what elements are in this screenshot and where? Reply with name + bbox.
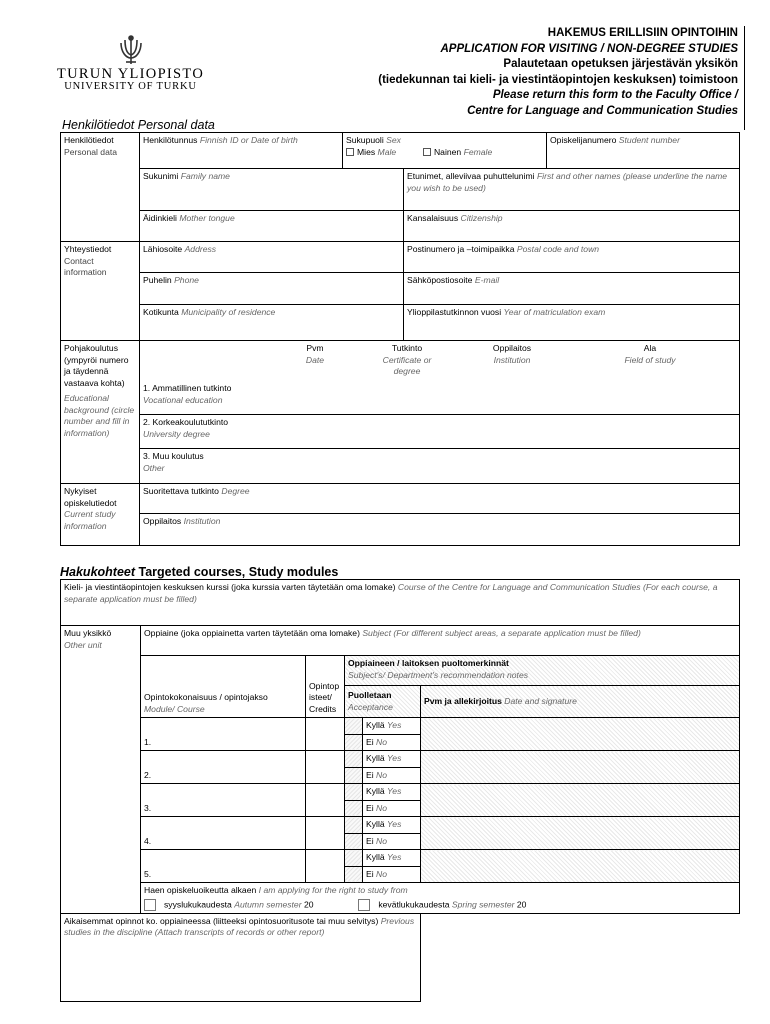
yes-checkbox-1[interactable] bbox=[345, 718, 363, 735]
header-divider bbox=[744, 26, 745, 130]
no-label-5: Ei No bbox=[363, 866, 421, 883]
yes-label-5: Kyllä Yes bbox=[363, 850, 421, 867]
first-names-field[interactable]: Etunimet, alleviivaa puhuttelunimi First and other names (please underline the name you wish to be used) bbox=[404, 169, 740, 211]
yes-label-2: Kyllä Yes bbox=[363, 751, 421, 768]
address-field[interactable]: Lähiosoite Address bbox=[140, 242, 404, 273]
centre-course-field[interactable]: Kieli- ja viestintäopintojen keskuksen kurssi (joka kurssia varten täytetään oma lomake) Course of the Centre for Language and Communication Studies (For each course, a separate application must be filled) bbox=[61, 580, 740, 626]
credits-row-4[interactable] bbox=[306, 817, 345, 850]
return-instruction-en-1: Please return this form to the Faculty Office / bbox=[492, 89, 738, 101]
education-row-label: Pohjakoulutus (ympyröi numero ja täydennä vastaava kohta) Educational background (circle number and fill in information) bbox=[61, 341, 140, 484]
matriculation-year-field[interactable]: Ylioppilastutkinnon vuosi Year of matriculation exam bbox=[404, 305, 740, 341]
education-item-other[interactable]: 3. Muu koulutus Other bbox=[143, 451, 204, 473]
module-header: Opintokokonaisuus / opintojakso Module/ Course bbox=[141, 656, 306, 718]
acceptance-header: Puolletaan Acceptance bbox=[345, 686, 421, 718]
module-row-2[interactable]: 2. bbox=[141, 751, 306, 784]
personal-data-table bbox=[60, 132, 740, 546]
signature-header: Pvm ja allekirjoitus Date and signature bbox=[421, 686, 740, 718]
phone-field[interactable]: Puhelin Phone bbox=[140, 273, 404, 305]
signature-row-4[interactable] bbox=[421, 817, 740, 850]
personal-section-title: Henkilötiedot Personal data bbox=[62, 118, 215, 132]
other-unit-label: Muu yksikkö Other unit bbox=[61, 626, 141, 914]
family-name-field[interactable]: Sukunimi Family name bbox=[140, 169, 404, 211]
education-item-vocational[interactable]: 1. Ammatillinen tutkinto Vocational education bbox=[143, 383, 232, 405]
no-checkbox-1[interactable] bbox=[345, 734, 363, 751]
degree-field[interactable]: Suoritettava tutkinto Degree bbox=[140, 484, 740, 514]
logo-text-en: UNIVERSITY OF TURKU bbox=[64, 81, 197, 92]
no-checkbox-2[interactable] bbox=[345, 767, 363, 784]
col-field-header: Ala Field of study bbox=[624, 343, 676, 365]
yes-checkbox-4[interactable] bbox=[345, 817, 363, 834]
yes-checkbox-5[interactable] bbox=[345, 850, 363, 867]
col-date-header: Pvm Date bbox=[305, 343, 325, 365]
no-label-1: Ei No bbox=[363, 734, 421, 751]
yes-checkbox-3[interactable] bbox=[345, 784, 363, 801]
current-study-row-label: Nykyiset opiskelutiedot Current study information bbox=[61, 484, 140, 546]
current-institution-field[interactable]: Oppilaitos Institution bbox=[140, 514, 740, 546]
female-checkbox[interactable] bbox=[423, 148, 431, 156]
col-institution-header: Oppilaitos Institution bbox=[492, 343, 532, 365]
no-label-3: Ei No bbox=[363, 800, 421, 817]
student-number-field[interactable]: Opiskelijanumero Student number bbox=[547, 133, 740, 169]
finnish-id-field[interactable]: Henkilötunnus Finnish ID or Date of birth bbox=[140, 133, 343, 169]
module-row-3[interactable]: 3. bbox=[141, 784, 306, 817]
module-row-4[interactable]: 4. bbox=[141, 817, 306, 850]
autumn-checkbox[interactable] bbox=[144, 899, 156, 911]
yes-label-1: Kyllä Yes bbox=[363, 718, 421, 735]
logo-text-fi: TURUN YLIOPISTO bbox=[56, 66, 205, 82]
return-instruction-en-2: Centre for Language and Communication Studies bbox=[467, 104, 738, 117]
recommendation-header: Oppiaineen / laitoksen puoltomerkinnät Subject's/ Department's recommendation notes bbox=[345, 656, 740, 686]
sex-field: Sukupuoli Sex Mies Male Nainen Female bbox=[343, 133, 547, 169]
signature-row-3[interactable] bbox=[421, 784, 740, 817]
module-row-5[interactable]: 5. bbox=[141, 850, 306, 883]
postal-code-field[interactable]: Postinumero ja –toimipaikka Postal code and town bbox=[404, 242, 740, 273]
mother-tongue-field[interactable]: Äidinkieli Mother tongue bbox=[140, 211, 404, 242]
module-row-1[interactable]: 1. bbox=[141, 718, 306, 751]
targeted-section-title: Hakukohteet Targeted courses, Study modules bbox=[60, 565, 339, 579]
subject-field[interactable]: Oppiaine (joka oppiainetta varten täytetään oma lomake) Subject (For different subject areas, a separate application must be filled) bbox=[141, 626, 740, 656]
signature-row-5[interactable] bbox=[421, 850, 740, 883]
yes-label-3: Kyllä Yes bbox=[363, 784, 421, 801]
personal-row-label: Henkilötiedot Personal data bbox=[61, 133, 140, 242]
semester-field: Haen opiskeluoikeutta alkaen I am applying for the right to study from syyslukukaudesta Autumn semester 20 kevätlukukaudesta Spring semester 20 bbox=[141, 883, 740, 914]
credits-row-5[interactable] bbox=[306, 850, 345, 883]
no-checkbox-5[interactable] bbox=[345, 866, 363, 883]
no-label-4: Ei No bbox=[363, 833, 421, 850]
spring-checkbox[interactable] bbox=[358, 899, 370, 911]
return-instruction-fi-2: (tiedekunnan tai kieli- ja viestintäopintojen keskuksen) toimistoon bbox=[378, 73, 738, 86]
yes-label-4: Kyllä Yes bbox=[363, 817, 421, 834]
previous-studies-field[interactable]: Aikaisemmat opinnot ko. oppiaineessa (liitteeksi opintosuoritusote tai muu selvitys) Previous studies in the discipline (Attach transcripts of records or other report) bbox=[61, 913, 421, 1001]
university-logo bbox=[38, 34, 223, 104]
municipality-field[interactable]: Kotikunta Municipality of residence bbox=[140, 305, 404, 341]
no-checkbox-3[interactable] bbox=[345, 800, 363, 817]
education-block bbox=[140, 341, 740, 484]
credits-row-3[interactable] bbox=[306, 784, 345, 817]
contact-row-label: Yhteystiedot Contact information bbox=[61, 242, 140, 341]
form-title-fi: HAKEMUS ERILLISIIN OPINTOIHIN bbox=[547, 27, 738, 39]
credits-row-2[interactable] bbox=[306, 751, 345, 784]
targeted-courses-table bbox=[60, 579, 740, 1002]
no-checkbox-4[interactable] bbox=[345, 833, 363, 850]
education-item-university[interactable]: 2. Korkeakoulututkinto University degree bbox=[143, 417, 229, 439]
citizenship-field[interactable]: Kansalaisuus Citizenship bbox=[404, 211, 740, 242]
male-checkbox[interactable] bbox=[346, 148, 354, 156]
form-header bbox=[298, 26, 738, 119]
return-instruction-fi-1: Palautetaan opetuksen järjestävän yksikön bbox=[503, 58, 738, 70]
signature-row-2[interactable] bbox=[421, 751, 740, 784]
university-crest-icon bbox=[116, 34, 146, 66]
form-title-en: APPLICATION FOR VISITING / NON-DEGREE STUDIES bbox=[440, 42, 738, 55]
yes-checkbox-2[interactable] bbox=[345, 751, 363, 768]
email-field[interactable]: Sähköpostiosoite E-mail bbox=[404, 273, 740, 305]
credits-header: Opintop isteet/ Credits bbox=[306, 656, 345, 718]
credits-row-1[interactable] bbox=[306, 718, 345, 751]
signature-row-1[interactable] bbox=[421, 718, 740, 751]
col-certificate-header: Tutkinto Certificate or degree bbox=[382, 343, 432, 376]
no-label-2: Ei No bbox=[363, 767, 421, 784]
